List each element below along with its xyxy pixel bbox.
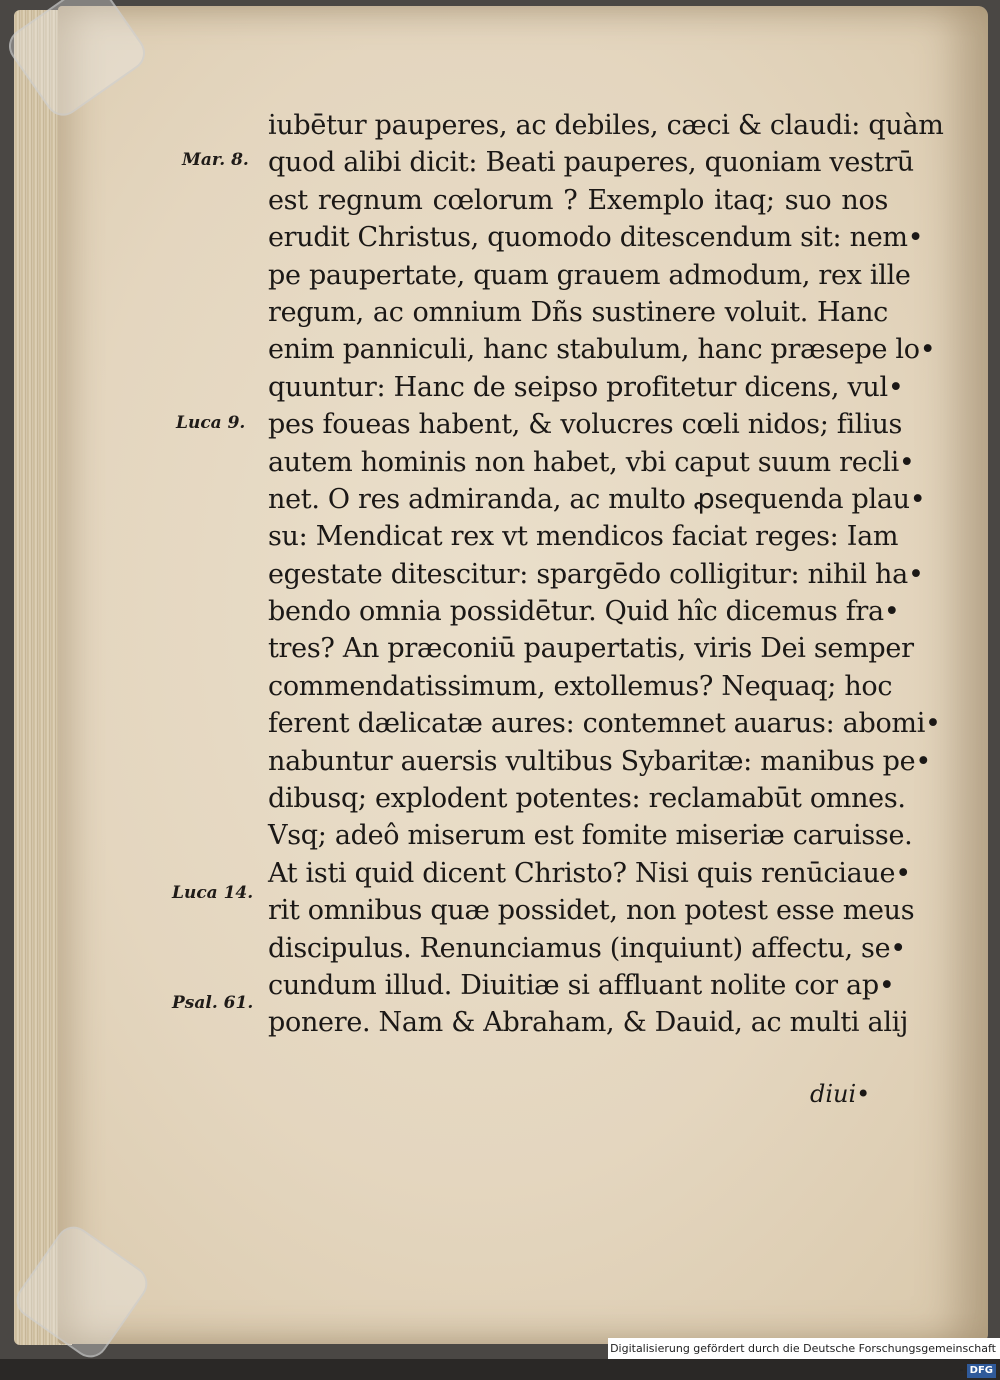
- text-line: commendatissimum, extollemus? Nequaq; hoc: [268, 670, 893, 702]
- text-line: regum, ac omnium Dñs sustinere voluit. Hanc: [268, 296, 888, 328]
- text-line: At isti quid dicent Christo? Nisi quis renūciaue•: [268, 857, 911, 889]
- text-line: rit omnibus quæ possidet, non potest esse meus: [268, 895, 915, 927]
- text-line: pe paupertate, quam grauem admodum, rex ille: [268, 259, 911, 291]
- marginal-note-psal: Psal. 61.: [172, 993, 254, 1013]
- text-line: erudit Christus, quomodo ditescendum sit: nem•: [268, 222, 924, 254]
- text-line: bendo omnia possidētur. Quid hîc dicemus fra•: [268, 596, 900, 628]
- dfg-logo-icon: DFG: [967, 1364, 996, 1378]
- text-line: su: Mendicat rex vt mendicos faciat reges: Iam: [268, 521, 899, 553]
- text-line: Vsq; adeô miserum est fomite miseriæ caruisse.: [268, 820, 913, 852]
- catchword: diui•: [810, 1080, 871, 1108]
- text-line: enim panniculi, hanc stabulum, hanc præsepe lo•: [268, 334, 936, 366]
- text-line: cundum illud. Diuitiæ si affluant nolite cor ap•: [268, 969, 895, 1001]
- marginal-note-luca-14: Luca 14.: [172, 883, 254, 903]
- text-line: quuntur: Hanc de seipso profitetur dicens, vul•: [268, 371, 904, 403]
- footer-text: Digitalisierung gefördert durch die Deutsche Forschungsgemeinschaft -: [610, 1342, 996, 1376]
- text-line: egestate ditescitur: spargēdo colligitur: nihil ha•: [268, 558, 924, 590]
- text-line: discipulus. Renunciamus (inquiunt) affectu, se•: [268, 932, 906, 964]
- text-line: ferent dælicatæ aures: contemnet auarus: abomi•: [268, 708, 941, 740]
- text-line: net. O res admiranda, ac multo ꝓsequenda plau•: [268, 483, 926, 515]
- marginal-note-luca-9: Luca 9.: [176, 413, 246, 433]
- text-line: autem hominis non habet, vbi caput suum recli•: [268, 446, 915, 478]
- text-line: ponere. Nam & Abraham, & Dauid, ac multi alij: [268, 1007, 909, 1039]
- main-text: [268, 107, 944, 1042]
- digitization-footer: [608, 1338, 1000, 1376]
- text-line: dibusq; explodent potentes: reclamabūt omnes.: [268, 783, 906, 815]
- text-line: pes foueas habent, & volucres cœli nidos; filius: [268, 409, 903, 441]
- text-line: tres? An præconiū paupertatis, viris Dei semper: [268, 633, 914, 665]
- text-line: est regnum cœlorum ? Exemplo itaq; suo nos: [268, 184, 888, 216]
- text-line: nabuntur auersis vultibus Sybaritæ: manibus pe•: [268, 745, 931, 777]
- text-line: iubētur pauperes, ac debiles, cæci & claudi: quàm: [268, 110, 944, 141]
- text-line: quod alibi dicit: Beati pauperes, quoniam vestrū: [268, 147, 914, 179]
- marginal-note-marc: Mar. 8.: [182, 150, 249, 170]
